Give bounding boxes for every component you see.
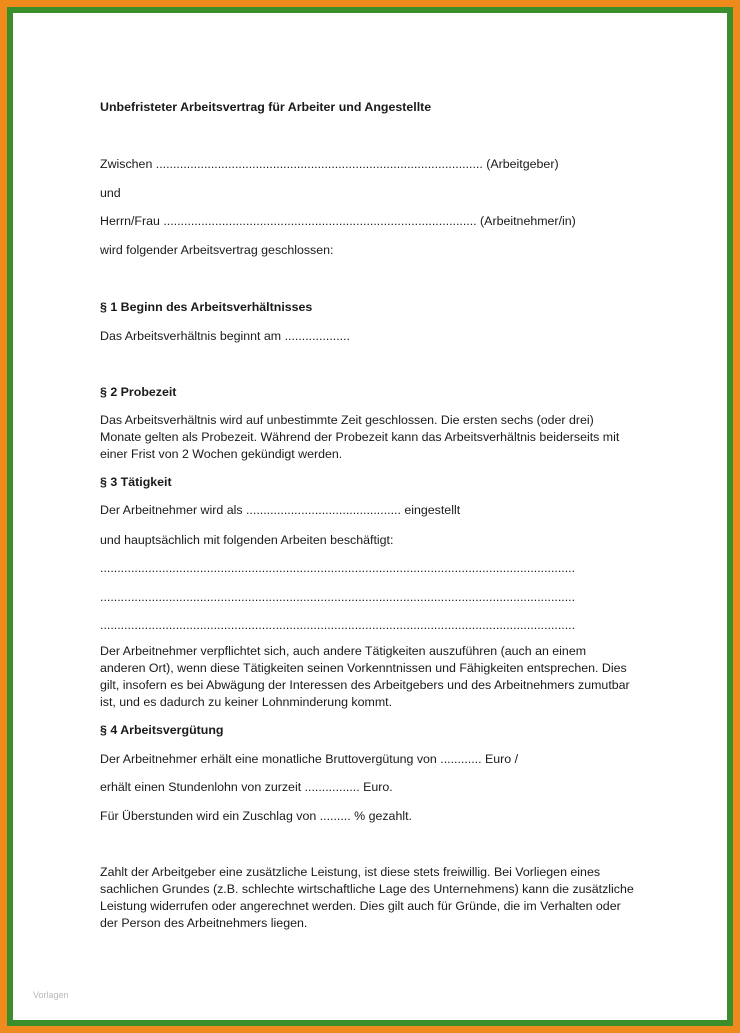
main-duties-text: und hauptsächlich mit folgenden Arbeiten beschäftigt: [100, 533, 394, 547]
contract-concluded-text: wird folgender Arbeitsvertrag geschlossen: [100, 243, 334, 257]
duties-blank-line: .......................................................................................................................................... [100, 590, 576, 604]
employed-as-line: Der Arbeitnehmer wird als ............................................. eingestellt [100, 503, 461, 517]
and-text: und [100, 186, 121, 200]
paragraph-line: gilt, insofern es bei Abwägung der Interessen des Arbeitgebers und des Arbeitnehmers zumutbar [100, 678, 630, 692]
paragraph-line: der Person des Arbeitnehmers liegen. [100, 916, 308, 930]
hourly-wage-line: erhält einen Stundenlohn von zurzeit ................ Euro. [100, 780, 393, 794]
paragraph-line: ist, und es dadurch zu keiner Lohnminderung kommt. [100, 695, 393, 709]
document-page [13, 13, 727, 1020]
paragraph-line: Zahlt der Arbeitgeber eine zusätzliche Leistung, ist diese stets freiwillig. Bei Vorliegen eines [100, 865, 601, 879]
section-2-heading: § 2 Probezeit [100, 385, 177, 399]
document-title: Unbefristeter Arbeitsvertrag für Arbeiter und Angestellte [100, 100, 432, 114]
section-1-text: Das Arbeitsverhältnis beginnt am ................... [100, 329, 350, 343]
paragraph-line: sachlichen Grundes (z.B. schlechte wirtschaftliche Lage des Unternehmens) kann die zusätzliche [100, 882, 634, 896]
paragraph-line: Leistung widerrufen oder angerechnet werden. Dies gilt auch für Gründe, die im Verhalten oder [100, 899, 621, 913]
duties-blank-line: .......................................................................................................................................... [100, 561, 576, 575]
section-1-heading: § 1 Beginn des Arbeitsverhältnisses [100, 300, 313, 314]
section-4-additional-paragraph [100, 864, 660, 932]
paragraph-line: einer Frist von 2 Wochen gekündigt werden. [100, 447, 343, 461]
section-3-heading: § 3 Tätigkeit [100, 475, 172, 489]
employer-line: Zwischen ............................................................................................... (Arbeitgeber) [100, 157, 559, 171]
paragraph-line: Monate gelten als Probezeit. Während der Probezeit kann das Arbeitsverhältnis beiderseits mit [100, 430, 620, 444]
duties-blank-line: .......................................................................................................................................... [100, 618, 576, 632]
section-3-obligation-paragraph [100, 643, 660, 711]
paragraph-line: Der Arbeitnehmer verpflichtet sich, auch andere Tätigkeiten auszuführen (auch an einem [100, 644, 587, 658]
employee-line: Herrn/Frau ........................................................................................... (Arbeitnehmer/in) [100, 214, 576, 228]
paragraph-line: Das Arbeitsverhältnis wird auf unbestimmte Zeit geschlossen. Die ersten sechs (oder drei) [100, 413, 594, 427]
paragraph-line: anderen Ort), wenn diese Tätigkeiten seinen Vorkenntnissen und Fähigkeiten entsprechen. Dies [100, 661, 627, 675]
gross-pay-line: Der Arbeitnehmer erhält eine monatliche Bruttovergütung von ............ Euro / [100, 752, 519, 766]
overtime-line: Für Überstunden wird ein Zuschlag von ......... % gezahlt. [100, 809, 412, 823]
watermark-text: Vorlagen [33, 990, 69, 1000]
section-2-paragraph [100, 412, 660, 463]
section-4-heading: § 4 Arbeitsvergütung [100, 723, 224, 737]
